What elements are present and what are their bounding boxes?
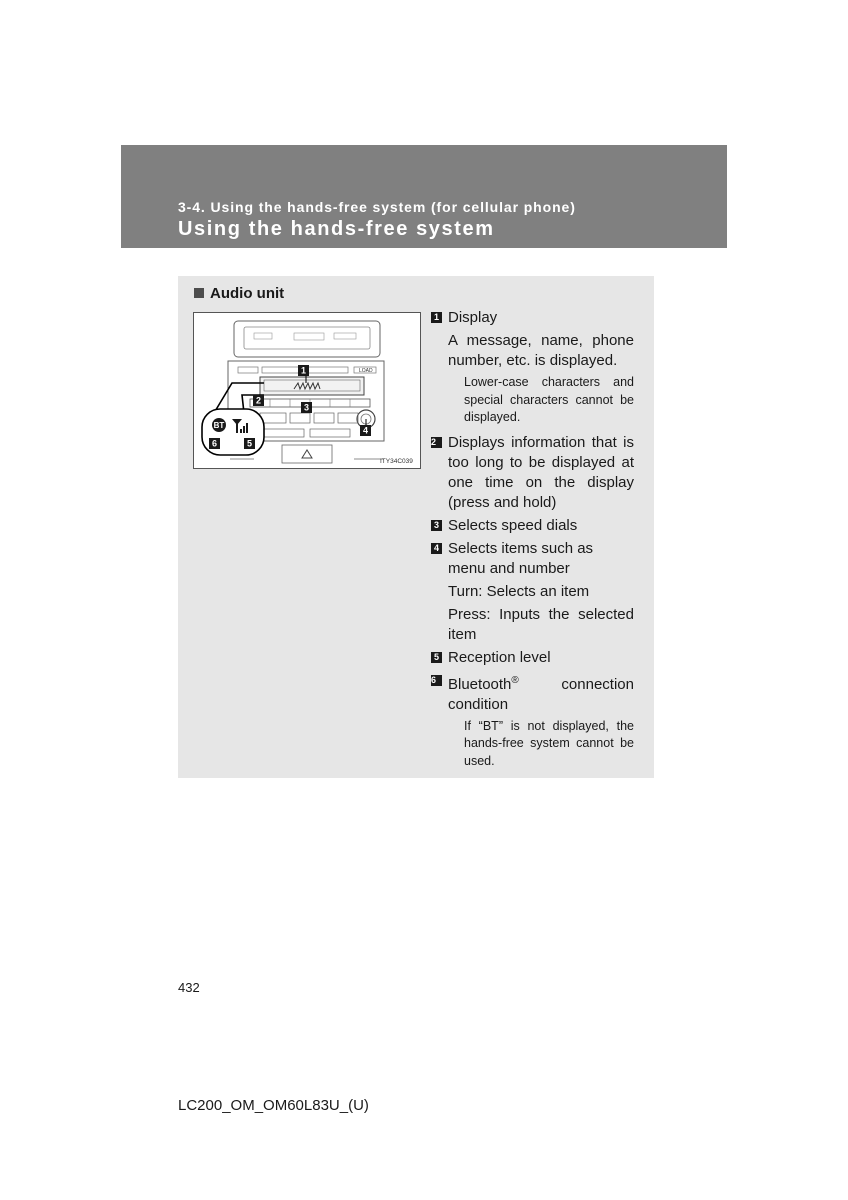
audio-unit-illustration <box>193 312 421 469</box>
square-bullet-icon <box>194 288 204 298</box>
item-number-badge: 6 <box>431 675 442 686</box>
list-item: 4 Selects items such as menu and number <box>431 539 634 579</box>
callout-6: 6 <box>211 438 218 449</box>
list-item: 2 Displays information that is too long to be displayed at one time on the display (press and hold) <box>431 433 634 511</box>
page-title: Using the hands-free system <box>178 218 495 240</box>
list-item: 1 Display <box>431 308 634 328</box>
callout-1: 1 <box>300 365 307 376</box>
load-button-label: LOAD <box>359 368 373 374</box>
document-code: LC200_OM_OM60L83U_(U) <box>178 1097 369 1114</box>
figure-code: ITY34C039 <box>380 458 413 465</box>
list-item: 3 Selects speed dials <box>431 516 634 536</box>
section-header <box>121 145 727 248</box>
item-number-badge: 2 <box>431 437 442 448</box>
item-description: A message, name, phone number, etc. is displayed. <box>448 332 634 369</box>
item-number-badge: 5 <box>431 652 442 663</box>
item-number-badge: 3 <box>431 520 442 531</box>
bt-indicator-label: BT <box>213 421 225 430</box>
callout-4: 4 <box>362 425 369 436</box>
list-item: 6 Bluetooth® connection condition <box>431 674 634 713</box>
item-list <box>431 308 634 776</box>
item-note: Lower-case characters and special characters cannot be displayed. <box>464 375 634 424</box>
page-number: 432 <box>178 980 200 995</box>
section-heading: Audio unit <box>194 285 284 302</box>
item-description: Turn: Selects an item <box>448 582 590 600</box>
item-note: If “BT” is not displayed, the hands-free system cannot be used. <box>464 718 634 768</box>
item-description: Press: Inputs the selected item <box>448 605 634 643</box>
audio-unit-panel <box>178 276 654 778</box>
chapter-subtitle: 3-4. Using the hands-free system (for cellular phone) <box>178 199 576 215</box>
item-number-badge: 4 <box>431 543 442 554</box>
callout-2: 2 <box>255 395 262 406</box>
callout-5: 5 <box>246 438 253 449</box>
list-item: 5 Reception level <box>431 648 634 668</box>
audio-unit-drawing <box>194 313 420 468</box>
item-number-badge: 1 <box>431 312 442 323</box>
callout-3: 3 <box>303 402 310 413</box>
